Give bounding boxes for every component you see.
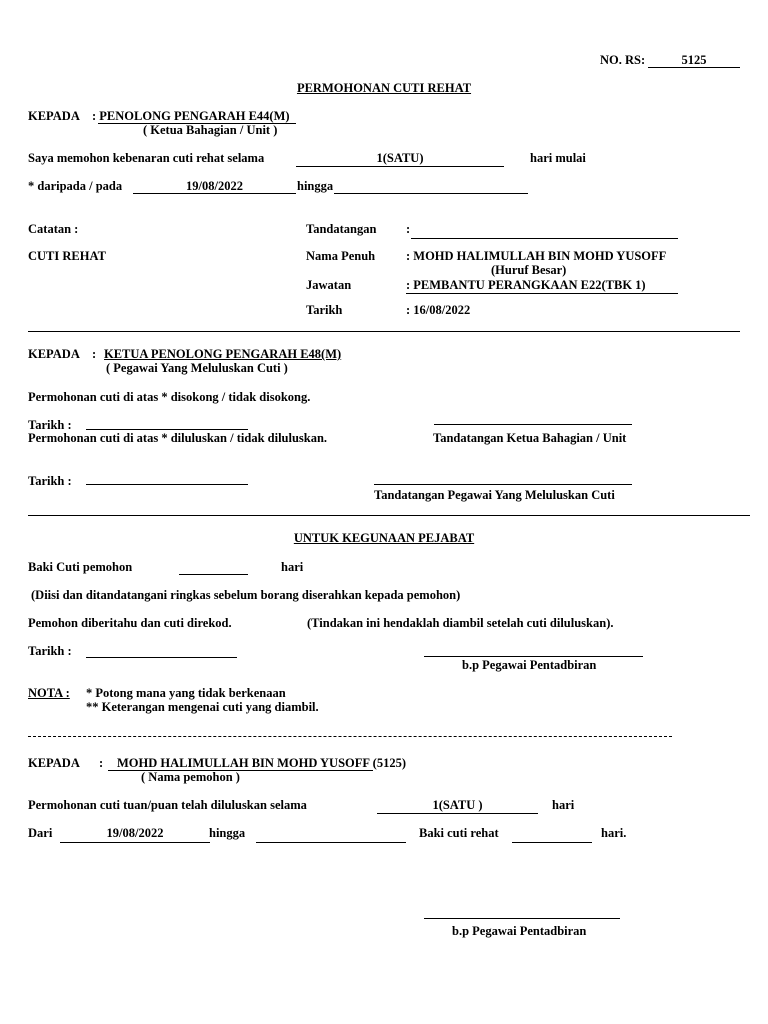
kepada-sub-2: ( Pegawai Yang Meluluskan Cuti ) — [106, 361, 288, 375]
cut-line — [28, 736, 672, 737]
no-rs-label: NO. RS: — [600, 53, 646, 67]
catatan-label: Catatan : — [28, 222, 79, 236]
kepada-label-2: KEPADA — [28, 347, 80, 361]
lulus-text-2: Permohonan cuti di atas * diluluskan / tidak diluluskan. — [28, 431, 328, 445]
hari-mulai: hari mulai — [530, 151, 586, 165]
baki-rehat-line[interactable] — [512, 842, 592, 843]
jawatan-underline — [406, 293, 678, 294]
tandatangan-colon: : — [406, 222, 411, 236]
ttd-pegawai-line[interactable] — [374, 484, 632, 485]
lulus-hari-4: hari — [552, 798, 575, 812]
lulus-underline-4 — [377, 813, 538, 814]
tandatangan-line[interactable] — [411, 238, 678, 239]
kepada-sub-1: ( Ketua Bahagian / Unit ) — [143, 123, 278, 137]
kepada-value-1: : PENOLONG PENGARAH E44(M) — [92, 109, 290, 123]
nama-sub: (Huruf Besar) — [491, 263, 567, 277]
baki-label: Baki Cuti pemohon — [28, 560, 133, 574]
daripada-label: * daripada / pada — [28, 179, 123, 193]
bp-label-2: b.p Pegawai Pentadbiran — [452, 924, 587, 938]
jawatan-value: : PEMBANTU PERANGKAAN E22(TBK 1) — [406, 278, 646, 292]
hingga-label-4: hingga — [209, 826, 246, 840]
daripada-underline — [133, 193, 296, 194]
catatan-value: CUTI REHAT — [28, 249, 106, 263]
tarikh-label-1: Tarikh — [306, 303, 343, 317]
dari-value[interactable]: 19/08/2022 — [106, 826, 164, 840]
no-rs-underline — [648, 67, 740, 68]
nama-value: : MOHD HALIMULLAH BIN MOHD YUSOFF — [406, 249, 667, 263]
tarikh-line-2[interactable] — [86, 429, 248, 430]
jawatan-label: Jawatan — [306, 278, 352, 292]
baki-rehat-hari: hari. — [601, 826, 627, 840]
tarikh-line-4[interactable] — [86, 657, 237, 658]
bp-line-2[interactable] — [424, 918, 620, 919]
kepada-colon-4: : — [99, 756, 104, 770]
tarikh-label-4: Tarikh : — [28, 644, 72, 658]
bp-label-1: b.p Pegawai Pentadbiran — [462, 658, 597, 672]
no-rs-value: 5125 — [681, 53, 707, 67]
pejabat-title: UNTUK KEGUNAAN PEJABAT — [293, 531, 475, 545]
nama-label: Nama Penuh — [306, 249, 376, 263]
section-divider-2 — [28, 515, 750, 516]
daripada-value[interactable]: 19/08/2022 — [186, 179, 243, 193]
tindakan-text: (Tindakan ini hendaklah diambil setelah cuti diluluskan). — [307, 616, 614, 630]
kepada-label-1: KEPADA — [28, 109, 80, 123]
form-title: PERMOHONAN CUTI REHAT — [296, 81, 472, 95]
mohon-underline — [296, 166, 504, 167]
kepada-value-2: KETUA PENOLONG PENGARAH E48(M) — [104, 347, 342, 361]
kepada-colon-2: : — [92, 347, 97, 361]
nota-label: NOTA : — [28, 686, 70, 700]
kepada-sub-4: ( Nama pemohon ) — [141, 770, 240, 784]
baki-line[interactable] — [179, 574, 248, 575]
tarikh-value-1: : 16/08/2022 — [406, 303, 471, 317]
sokong-text: Permohonan cuti di atas * disokong / tidak disokong. — [28, 390, 311, 404]
ttd-ketua-line[interactable] — [434, 424, 632, 425]
ttd-pegawai-label: Tandatangan Pegawai Yang Meluluskan Cuti — [374, 488, 615, 502]
diisi-text: (Diisi dan ditandatangani ringkas sebelum borang diserahkan kepada pemohon) — [31, 588, 461, 602]
tarikh-line-3[interactable] — [86, 484, 248, 485]
baki-rehat-label: Baki cuti rehat — [419, 826, 499, 840]
nota-2: ** Keterangan mengenai cuti yang diambil. — [86, 700, 319, 714]
hingga-underline-1[interactable] — [334, 193, 528, 194]
mohon-value[interactable]: 1(SATU) — [376, 151, 424, 165]
tandatangan-label: Tandatangan — [306, 222, 377, 236]
nota-1: * Potong mana yang tidak berkenaan — [86, 686, 286, 700]
tarikh-label-3: Tarikh : — [28, 474, 72, 488]
lulus-value-4[interactable]: 1(SATU ) — [432, 798, 483, 812]
direkod-text: Pemohon diberitahu dan cuti direkod. — [28, 616, 232, 630]
ttd-ketua-label: Tandatangan Ketua Bahagian / Unit — [433, 431, 627, 445]
section-divider-1 — [28, 331, 740, 332]
kepada-label-4: KEPADA — [28, 756, 80, 770]
kepada-value-4: MOHD HALIMULLAH BIN MOHD YUSOFF (5125) — [117, 756, 406, 770]
tarikh-label-2: Tarikh : — [28, 418, 72, 432]
hingga-label-1: hingga — [297, 179, 334, 193]
mohon-text: Saya memohon kebenaran cuti rehat selama — [28, 151, 265, 165]
baki-hari: hari — [281, 560, 304, 574]
hingga-underline-4[interactable] — [256, 842, 406, 843]
dari-underline — [60, 842, 210, 843]
dari-label: Dari — [28, 826, 53, 840]
bp-line-1[interactable] — [424, 656, 643, 657]
lulus-text-4: Permohonan cuti tuan/puan telah diluluskan selama — [28, 798, 307, 812]
